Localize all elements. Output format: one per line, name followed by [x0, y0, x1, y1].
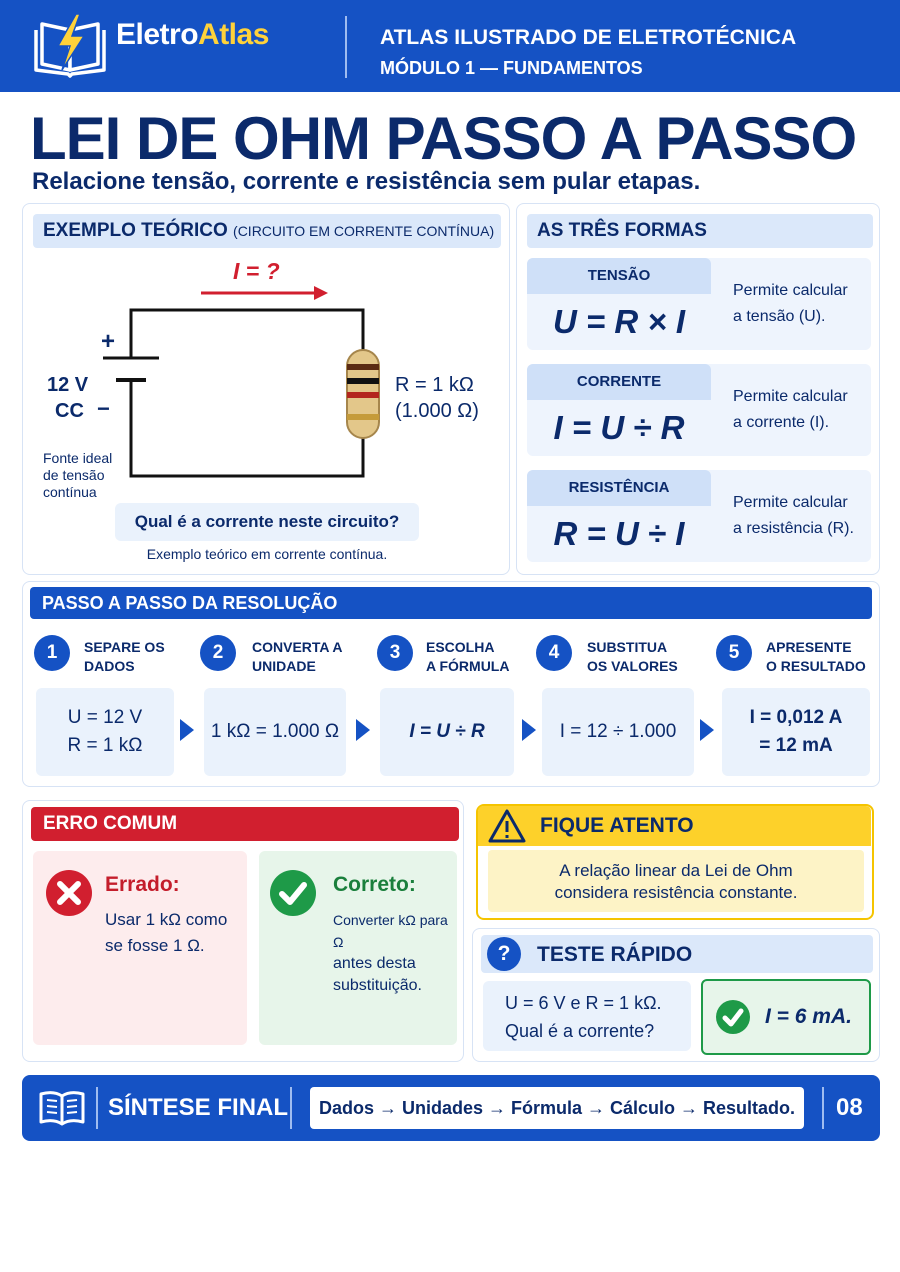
footer-bar	[22, 1075, 880, 1141]
form-desc: Permite calcular a corrente (I).	[733, 388, 848, 431]
step-title: SUBSTITUA OS VALORES	[587, 639, 678, 674]
battery-symbol	[103, 358, 159, 380]
x-icon	[45, 869, 93, 917]
wrong-text: Usar 1 kΩ como se fosse 1 Ω.	[105, 910, 228, 955]
wrong-title: Errado:	[105, 873, 180, 896]
page-title: LEI DE OHM PASSO A PASSO	[30, 105, 857, 172]
quiz-heading: TESTE RÁPIDO	[537, 943, 693, 966]
check-icon	[715, 999, 751, 1035]
right-card	[259, 851, 457, 1045]
page-subtitle: Relacione tensão, corrente e resistência sem pular etapas.	[32, 168, 701, 195]
footer-label: SÍNTESE FINAL	[108, 1094, 289, 1121]
atlas-title: ATLAS ILUSTRADO DE ELETROTÉCNICA	[380, 26, 797, 49]
right-text: Converter kΩ para Ω antes desta substituição.	[333, 912, 448, 994]
negative-terminal: −	[97, 396, 110, 421]
current-unknown-label: I = ?	[233, 258, 280, 284]
form-card-resistance	[527, 470, 871, 562]
quiz-answer: I = 6 mA.	[765, 1005, 852, 1028]
step-arrow	[180, 719, 194, 741]
step-arrow	[522, 719, 536, 741]
source-type: CC	[55, 400, 84, 422]
step-arrow	[700, 719, 714, 741]
steps-heading: PASSO A PASSO DA RESOLUÇÃO	[30, 587, 872, 619]
example-heading: EXEMPLO TEÓRICO (CIRCUITO EM CORRENTE CONTÍNUA)	[33, 214, 501, 248]
example-panel	[22, 203, 510, 575]
quiz-heading-bar	[481, 935, 873, 973]
step-number: 1	[34, 635, 70, 671]
step-title: CONVERTA A UNIDADE	[252, 639, 343, 674]
formula-resistance: R = U ÷ I	[553, 515, 685, 552]
error-heading: ERRO COMUM	[31, 807, 459, 841]
attention-panel	[476, 804, 874, 920]
step-value-box: I = 12 ÷ 1.000	[542, 688, 694, 776]
step-number: 5	[716, 635, 752, 671]
question-icon: ?	[487, 937, 521, 971]
circuit-wire	[131, 310, 363, 476]
error-panel	[22, 800, 464, 1062]
brand-logo-text: EletroAtlas	[116, 18, 269, 51]
step-value-box: 1 kΩ = 1.000 Ω	[204, 688, 346, 776]
formula-current: I = U ÷ R	[553, 409, 685, 446]
resistor-value-ohms: (1.000 Ω)	[395, 400, 479, 422]
example-caption: Exemplo teórico em corrente contínua.	[146, 546, 388, 562]
book-icon	[38, 1090, 86, 1126]
form-desc: Permite calcular a resistência (R).	[733, 494, 854, 537]
form-name: CORRENTE	[527, 364, 711, 400]
form-name: RESISTÊNCIA	[527, 470, 711, 506]
header-bar	[0, 0, 900, 92]
forms-heading: AS TRÊS FORMAS	[527, 214, 873, 248]
attention-text: A relação linear da Lei de Ohm considera resistência constante.	[488, 850, 864, 912]
resistor-value: R = 1 kΩ	[395, 374, 474, 396]
step-title: APRESENTE O RESULTADO	[766, 639, 866, 674]
step-arrow	[356, 719, 370, 741]
step-title: SEPARE OS DADOS	[84, 639, 165, 674]
step-number: 3	[377, 635, 413, 671]
quiz-question: U = 6 V e R = 1 kΩ. Qual é a corrente?	[483, 981, 691, 1051]
quiz-panel	[472, 928, 880, 1062]
step-number: 4	[536, 635, 572, 671]
attention-heading: FIQUE ATENTO	[540, 814, 694, 837]
resistor-symbol	[347, 350, 379, 438]
form-desc: Permite calcular a tensão (U).	[733, 282, 848, 325]
summary-flow: Dados → Unidades → Fórmula → Cálculo → Resultado.	[310, 1087, 804, 1129]
quiz-answer-box	[701, 979, 871, 1055]
header-divider	[345, 16, 347, 78]
check-icon	[269, 869, 317, 917]
question-box: Qual é a corrente neste circuito?	[115, 503, 419, 541]
source-note: Fonte ideal de tensão contínua	[43, 450, 113, 500]
book-bolt-icon	[32, 12, 108, 78]
step-number: 2	[200, 635, 236, 671]
form-card-voltage	[527, 258, 871, 350]
positive-terminal: +	[101, 328, 116, 355]
footer-divider	[290, 1087, 292, 1129]
wrong-card	[33, 851, 247, 1045]
step-title: ESCOLHA A FÓRMULA	[426, 639, 510, 674]
right-title: Correto:	[333, 873, 416, 896]
step-value-box: I = U ÷ R	[380, 688, 514, 776]
current-direction-arrow	[201, 286, 328, 300]
forms-panel	[516, 203, 880, 575]
source-voltage: 12 V	[47, 374, 89, 396]
formula-voltage: U = R × I	[552, 303, 686, 340]
footer-divider	[822, 1087, 824, 1129]
step-value-box: U = 12 V R = 1 kΩ	[36, 688, 174, 776]
step-result-box: I = 0,012 A = 12 mA	[722, 688, 870, 776]
form-card-current	[527, 364, 871, 456]
module-label: MÓDULO 1 — FUNDAMENTOS	[380, 58, 643, 78]
page-number: 08	[836, 1094, 863, 1121]
warning-icon	[488, 809, 526, 843]
attention-heading-bar	[478, 806, 871, 846]
form-name: TENSÃO	[527, 258, 711, 294]
footer-divider	[96, 1087, 98, 1129]
